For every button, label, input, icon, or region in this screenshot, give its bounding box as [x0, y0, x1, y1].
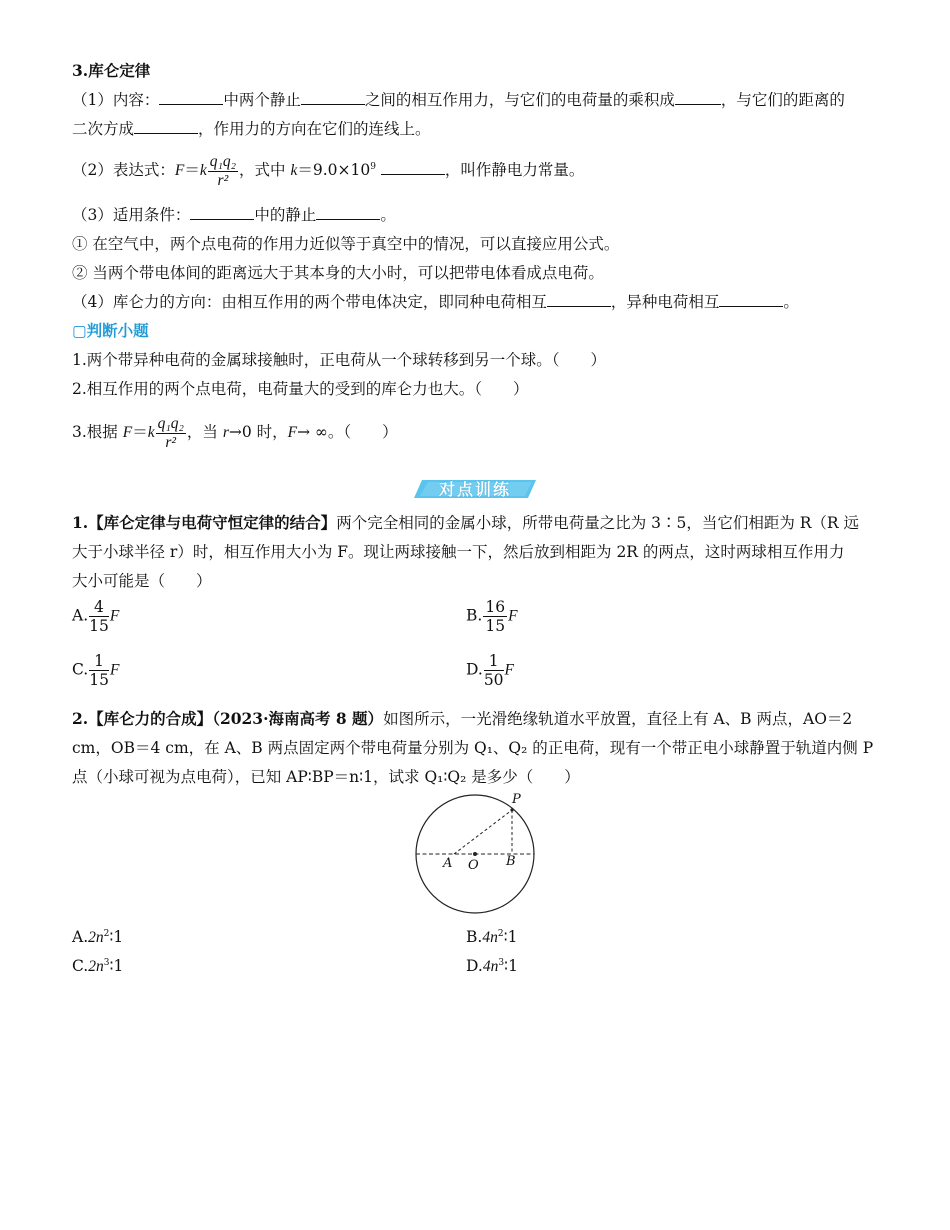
- judge-q3: 3.根据 F＝k $\frac{\text{q₁q₂}}{\text{r²}}$ ，当 r→0 时，F→ ∞。（ ）: [72, 414, 398, 451]
- label-p: P: [512, 792, 521, 807]
- problem-2-source: （2023·海南高考 8 题）: [212, 709, 384, 728]
- problem-1-tag: 1.【库仑定律与电荷守恒定律的结合】: [72, 513, 337, 532]
- p1-option-a[interactable]: A. $\frac{4}{15}$ F: [72, 598, 120, 635]
- blank-9[interactable]: [719, 290, 783, 307]
- badge-text: 对点训练: [438, 480, 511, 499]
- p1-option-d[interactable]: D. $\frac{1}{50}$ F: [466, 652, 515, 689]
- label-o: O: [468, 858, 479, 873]
- problem-2-tag: 2.【库仑力的合成】: [72, 709, 213, 728]
- problem-1: 1.【库仑定律与电荷守恒定律的结合】两个完全相同的金属小球，所带电荷量之比为 3∶5，当它们相距为 R（R 远 大于小球半径 r）时，相互作用大小为 F。现让两球接触一下，然后放到相距为 2R 的两点，这时两球相互作用力 大小可能是（ ）: [72, 513, 860, 590]
- note-2: ② 当两个带电体间的距离远大于其本身的大小时，可以把带电体看成点电荷。: [72, 264, 604, 282]
- blank-6[interactable]: [190, 203, 254, 220]
- point-p: [510, 808, 513, 811]
- training-badge: [414, 476, 536, 500]
- blank-4[interactable]: [134, 117, 198, 134]
- section-title: 3.库仑定律: [72, 61, 151, 80]
- p2-option-a[interactable]: $A.2n^2∶1$: [72, 928, 124, 946]
- ap-line: [454, 810, 512, 854]
- label-a: A: [443, 856, 453, 871]
- track-diagram: [410, 792, 540, 917]
- p1-option-c[interactable]: C. $\frac{1}{15}$ F: [72, 652, 120, 689]
- blank-2[interactable]: [301, 88, 365, 105]
- judge-fraction: $\frac{\text{q₁q₂}}{\text{r²}}$: [157, 414, 184, 451]
- expression-line: （2）表达式：F＝k $\frac{\text{q₁q₂}}{\text{r²}}$ ，式中 $k=9.0\times 10^9$ ，叫作静电力常量。: [72, 152, 585, 189]
- content-paragraph: （1）内容： 中两个静止 之间的相互作用力，与它们的电荷量的乘积成 ，与它们的距离的 二次方成 ，作用力的方向在它们的连线上。: [72, 86, 880, 144]
- p2-option-d[interactable]: $D.4n^3∶1$: [466, 957, 518, 975]
- problem-2: 2.【库仑力的合成】（2023·海南高考 8 题）如图所示，一光滑绝缘轨道水平放置，直径上有 A、B 两点，AO＝2 cm，OB＝4 cm，在 A、B 两点固定两个带电荷量分别为 Q₁、Q₂ 的正电荷，现有一个带正电小球静置于轨道内侧 P 点（小球可视为点电荷），已知 AP∶BP＝n∶1，试求 Q₁∶Q₂ 是多少（ ）: [72, 709, 874, 786]
- direction-line: （4）库仑力的方向：由相互作用的两个带电体决定，即同种电荷相互 ，异种电荷相互 。: [72, 290, 880, 313]
- p1-option-b[interactable]: B. $\frac{16}{15}$ F: [466, 598, 518, 635]
- blank-7[interactable]: [316, 203, 380, 220]
- circle-figure: [410, 792, 540, 921]
- blank-8[interactable]: [547, 290, 611, 307]
- coulomb-fraction: $\frac{\text{q₁q₂}}{\text{r²}}$: [209, 152, 237, 189]
- note-1: ① 在空气中，两个点电荷的作用力近似等于真空中的情况，可以直接应用公式。: [72, 235, 620, 253]
- judge-q2: 2.相互作用的两个点电荷，电荷量大的受到的库仑力也大。（ ）: [72, 380, 529, 398]
- p2-option-b[interactable]: $B.4n^2∶1$: [466, 928, 518, 946]
- blank-5[interactable]: [381, 158, 445, 175]
- center-point: [473, 852, 477, 856]
- label-b: B: [506, 854, 516, 869]
- blank-1[interactable]: [159, 88, 223, 105]
- p2-option-c[interactable]: $C.2n^3∶1$: [72, 957, 124, 975]
- condition-line: （3）适用条件： 中的静止 。: [72, 203, 880, 226]
- blank-3[interactable]: [675, 88, 721, 105]
- section-title-text: 库仑定律: [88, 61, 151, 80]
- judge-heading: ▢判断小题: [72, 322, 149, 340]
- judge-q1: 1.两个带异种电荷的金属球接触时，正电荷从一个球转移到另一个球。（ ）: [72, 351, 607, 369]
